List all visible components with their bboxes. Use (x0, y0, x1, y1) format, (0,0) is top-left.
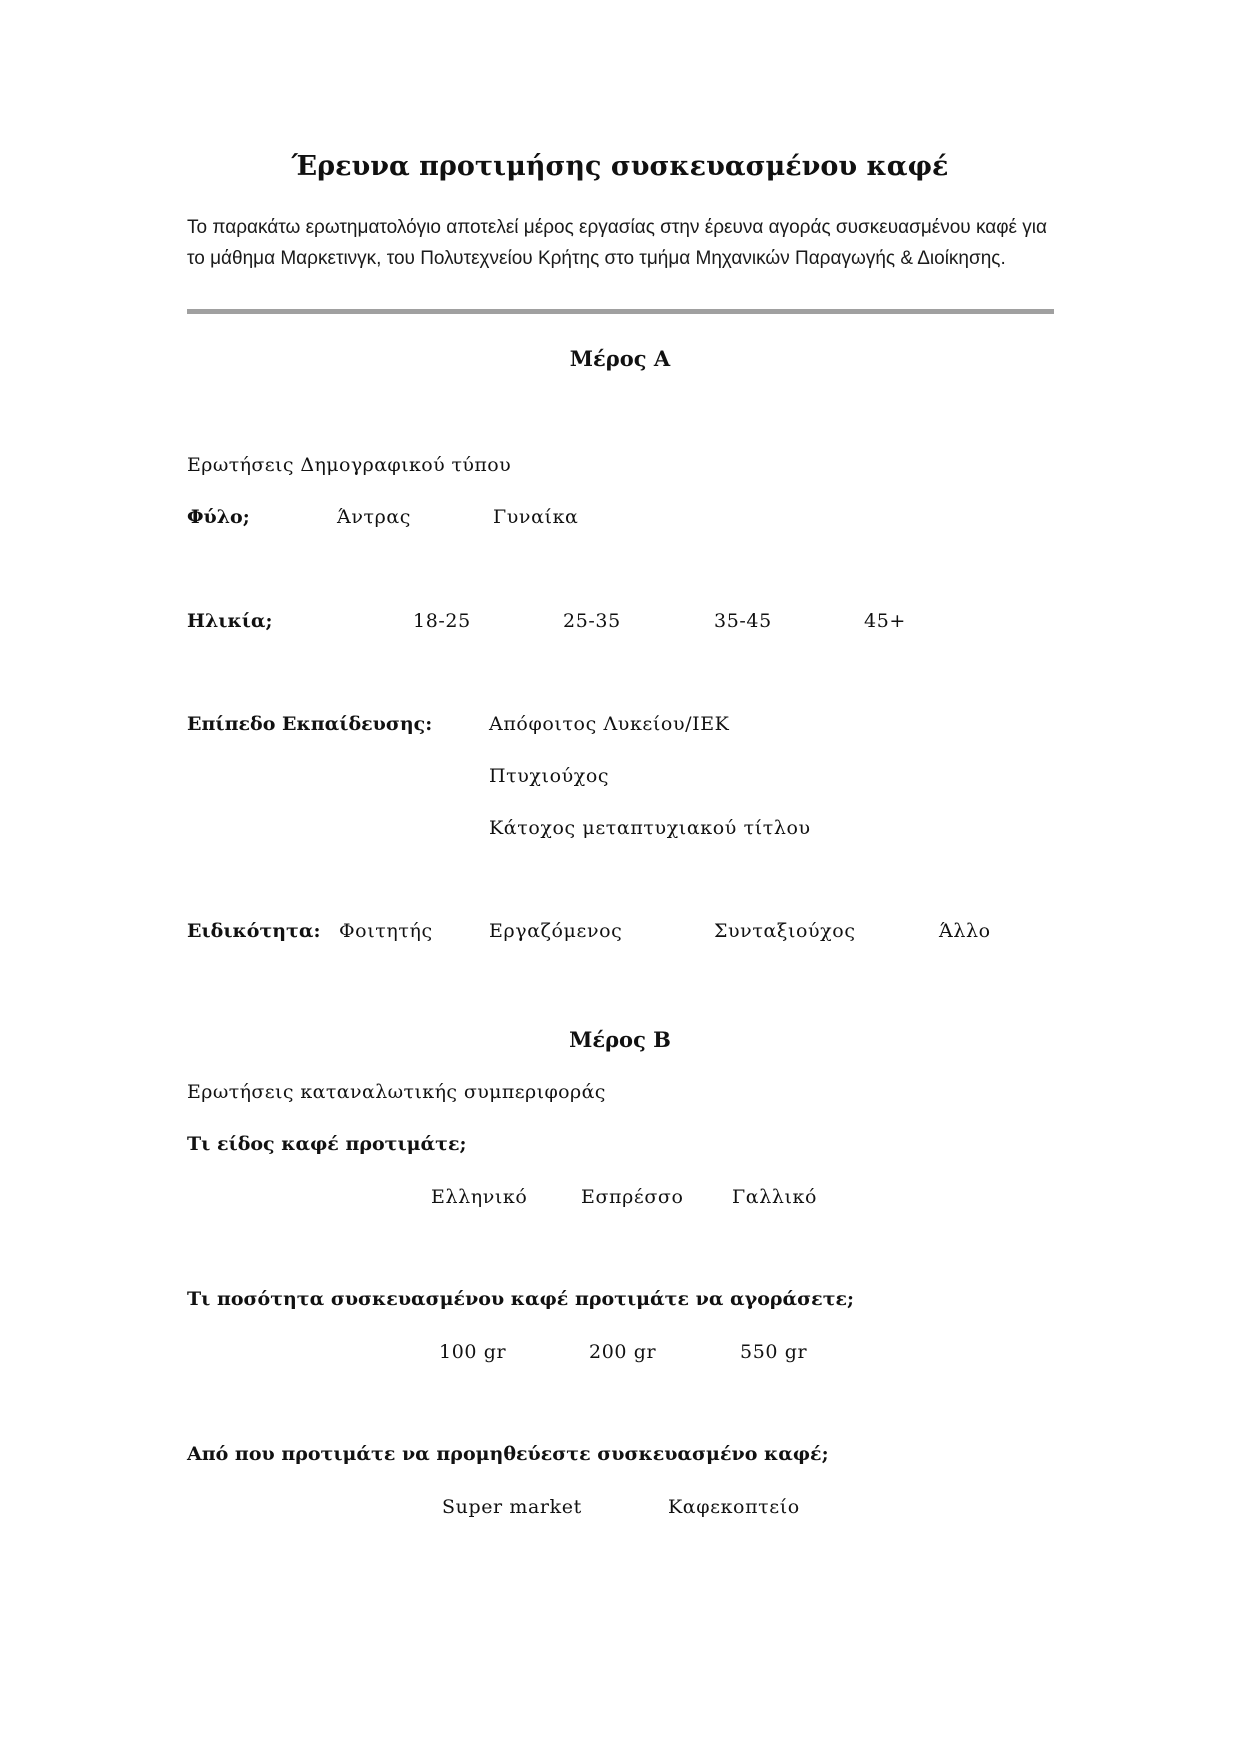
part-b-heading: Μέρος Β (569, 1027, 671, 1052)
education-option-master[interactable]: Κάτοχος μεταπτυχιακού τίτλου (489, 817, 811, 839)
coffee-type-option-french[interactable]: Γαλλικό (732, 1186, 818, 1208)
education-option-bachelor[interactable]: Πτυχιούχος (489, 765, 610, 787)
gender-question-label: Φύλο; (187, 506, 250, 528)
age-question-label: Ηλικία; (187, 610, 273, 632)
coffee-type-option-greek[interactable]: Ελληνικό (431, 1186, 528, 1208)
occupation-option-employed[interactable]: Εργαζόμενος (489, 920, 623, 942)
age-option-25-35[interactable]: 25-35 (563, 610, 621, 632)
part-a-heading: Μέρος Α (569, 346, 671, 371)
education-question-label: Επίπεδο Εκπαίδευσης: (187, 713, 433, 735)
quantity-question-label: Τι ποσότητα συσκευασμένου καφέ προτιμάτε να αγοράσετε; (187, 1288, 855, 1310)
education-option-highschool[interactable]: Απόφοιτος Λυκείου/ΙΕΚ (489, 713, 730, 735)
gender-option-male[interactable]: Άντρας (337, 506, 412, 528)
source-question-label: Από που προτιμάτε να προμηθεύεστε συσκευασμένο καφέ; (187, 1443, 829, 1465)
part-a-subheading: Ερωτήσεις Δημογραφικού τύπου (187, 454, 512, 476)
age-option-18-25[interactable]: 18-25 (413, 610, 471, 632)
quantity-option-100gr[interactable]: 100 gr (439, 1341, 507, 1363)
quantity-option-200gr[interactable]: 200 gr (589, 1341, 657, 1363)
document-title: Έρευνα προτιμήσης συσκευασμένου καφέ (291, 151, 949, 182)
quantity-option-550gr[interactable]: 550 gr (740, 1341, 808, 1363)
occupation-option-student[interactable]: Φοιτητής (339, 920, 433, 942)
age-option-35-45[interactable]: 35-45 (714, 610, 772, 632)
age-option-45-plus[interactable]: 45+ (864, 610, 906, 632)
horizontal-divider (187, 309, 1054, 314)
coffee-type-option-espresso[interactable]: Εσπρέσσο (581, 1186, 684, 1208)
coffee-type-question-label: Τι είδος καφέ προτιμάτε; (187, 1133, 467, 1155)
intro-paragraph: Το παρακάτω ερωτηματολόγιο αποτελεί μέρος εργασίας στην έρευνα αγοράς συσκευασμένου καφέ για το μάθημα Μαρκετινγκ, του Πολυτεχνείου Κρήτης στο τμήμα Μηχανικών Παραγωγής & Διοίκησης. (187, 217, 1048, 269)
part-b-subheading: Ερωτήσεις καταναλωτικής συμπεριφοράς (187, 1081, 606, 1103)
source-option-supermarket[interactable]: Super market (442, 1496, 582, 1518)
occupation-option-retired[interactable]: Συνταξιούχος (714, 920, 856, 942)
occupation-question-label: Ειδικότητα: (187, 920, 321, 942)
gender-option-female[interactable]: Γυναίκα (493, 506, 579, 528)
occupation-option-other[interactable]: Άλλο (939, 920, 991, 942)
source-option-roastery[interactable]: Καφεκοπτείο (668, 1496, 800, 1518)
